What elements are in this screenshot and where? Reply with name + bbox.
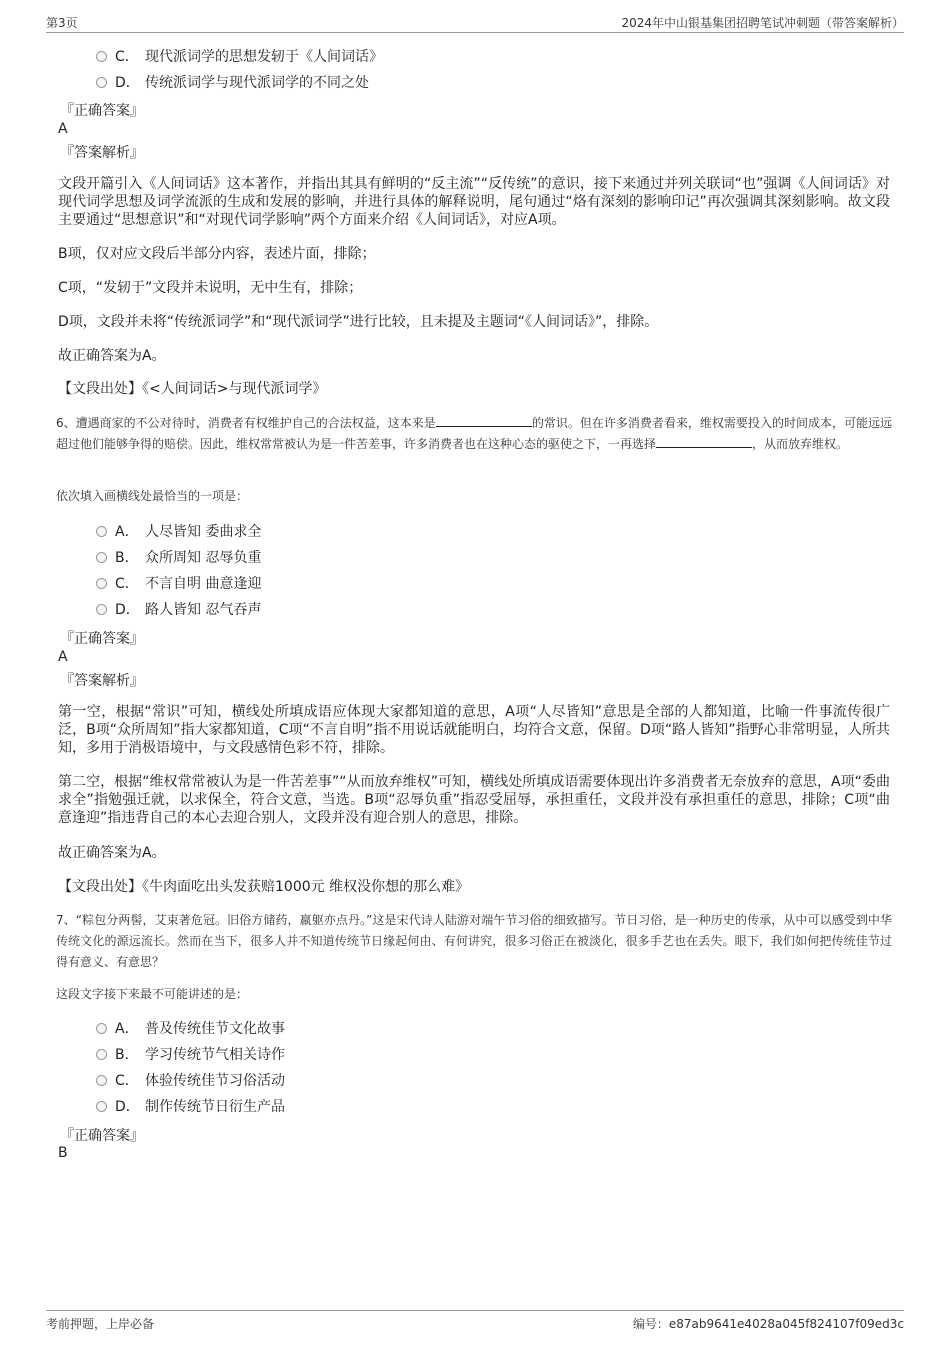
analysis-paragraph: C项，“发轫于”文段并未说明，无中生有，排除； [58,280,363,296]
page-footer [46,1310,904,1331]
source-citation: 【文段出处】《牛肉面吃出头发获赔1000元 维权没你想的那么难》 [58,879,470,895]
page-header [46,12,904,33]
fill-blank [656,435,752,448]
answer-value: A [58,121,68,137]
option-d[interactable]: D． 制作传统节日衍生产品 [96,1097,285,1117]
answer-label: 『正确答案』 [60,103,144,119]
answer-label: 『正确答案』 [60,631,144,647]
document-title: 2024年中山银基集团招聘笔试冲刺题（带答案解析） [621,16,904,30]
option-b[interactable]: B． 学习传统节气相关诗作 [96,1045,285,1065]
document-code: 编号：e87ab9641e4028a045f824107f09ed3c [632,1317,904,1331]
radio-icon[interactable] [96,1101,107,1112]
option-a[interactable]: A． 普及传统佳节文化故事 [96,1019,285,1039]
fill-blank [436,414,532,427]
question-stem: 7、“粽包分两髻，艾束著危冠。旧俗方储药，羸躯亦点丹。”这是宋代诗人陆游对端午节习俗的细致描写。节日习俗，是一种历史的传承，从中可以感受到中华传统文化的源远流长。然而在当下，很多人并不知道传统节日缘起何由、有何讲究，很多习俗正在被淡化，很多手艺也在丢失。眼下，我们如何把传统佳节过得有意义、有意思？ [56,913,892,969]
answer-value: A [58,649,68,665]
option-c[interactable]: C． 体验传统佳节习俗活动 [96,1071,285,1091]
analysis-conclusion: 故正确答案为A。 [58,348,166,364]
analysis-label: 『答案解析』 [60,145,144,161]
answer-label: 『正确答案』 [60,1128,144,1144]
footer-slogan: 考前押题，上岸必备 [46,1317,155,1331]
analysis-paragraph: 第一空，根据“常识”可知，横线处所填成语应体现大家都知道的意思，A项“人尽皆知”意思是全部的人都知道，比喻一件事流传很广泛，B项“众所周知”指大家都知道，C项“不言自明”指不用说话就能明白，均符合文意，保留。D项“路人皆知”指野心非常明显，人所共知，多用于消极语境中，与文段感情色彩不符，排除。 [58,704,890,756]
analysis-paragraph: 第二空，根据“维权常常被认为是一件苦差事”“从而放弃维权”可知，横线处所填成语需要体现出许多消费者无奈放弃的意思，A项“委曲求全”指勉强迁就，以求保全，符合文意，当选。B项“忍辱负重”指忍受屈辱，承担重任，文段并没有承担重任的意思，排除；C项“曲意逢迎”指违背自己的本心去迎合别人，文段并没有迎合别人的意思，排除。 [58,774,890,826]
option-a[interactable]: A． 人尽皆知 委曲求全 [96,522,261,542]
question-prompt: 依次填入画横线处最恰当的一项是： [56,489,249,503]
option-b[interactable]: B． 众所周知 忍辱负重 [96,548,261,568]
radio-icon[interactable] [96,526,107,537]
option-d[interactable]: D． 传统派词学与现代派词学的不同之处 [96,73,369,93]
page-number: 第3页 [46,16,78,30]
analysis-paragraph: B项，仅对应文段后半部分内容，表述片面，排除； [58,246,376,262]
radio-icon[interactable] [96,77,107,88]
radio-icon[interactable] [96,1075,107,1086]
question-stem: 6、遭遇商家的不公对待时，消费者有权维护自己的合法权益，这本来是 的常识。但在许多消费者看来，维权需要投入的时间成本，可能远远超过他们能够争得的赔偿。因此，维权常常被认为是一件苦差事，许多消费者也在这种心态的驱使之下，一再选择 ，从而放弃维权。 [56,416,892,451]
radio-icon[interactable] [96,1023,107,1034]
radio-icon[interactable] [96,552,107,563]
option-c[interactable]: C． 不言自明 曲意逢迎 [96,574,261,594]
source-citation: 【文段出处】《<人间词话>与现代派词学》 [58,381,327,397]
radio-icon[interactable] [96,51,107,62]
radio-icon[interactable] [96,604,107,615]
radio-icon[interactable] [96,1049,107,1060]
analysis-conclusion: 故正确答案为A。 [58,845,166,861]
analysis-paragraph: D项，文段并未将“传统派词学”和“现代派词学”进行比较，且未提及主题词“《人间词话》”，排除。 [58,314,659,330]
answer-value: B [58,1145,68,1161]
analysis-label: 『答案解析』 [60,673,144,689]
analysis-paragraph: 文段开篇引入《人间词话》这本著作，并指出其具有鲜明的“反主流”“反传统”的意识，接下来通过并列关联词“也”强调《人间词话》对现代词学思想及词学流派的生成和发展的影响，并进行具体的解释说明，尾句通过“烙有深刻的影响印记”再次强调其深刻影响。故文段主要通过“思想意识”和“对现代词学影响”两个方面来介绍《人间词话》，对应A项。 [58,176,890,228]
question-prompt: 这段文字接下来最不可能讲述的是： [56,987,249,1001]
radio-icon[interactable] [96,578,107,589]
option-d[interactable]: D． 路人皆知 忍气吞声 [96,600,261,620]
option-c[interactable]: C． 现代派词学的思想发轫于《人间词话》 [96,47,383,67]
